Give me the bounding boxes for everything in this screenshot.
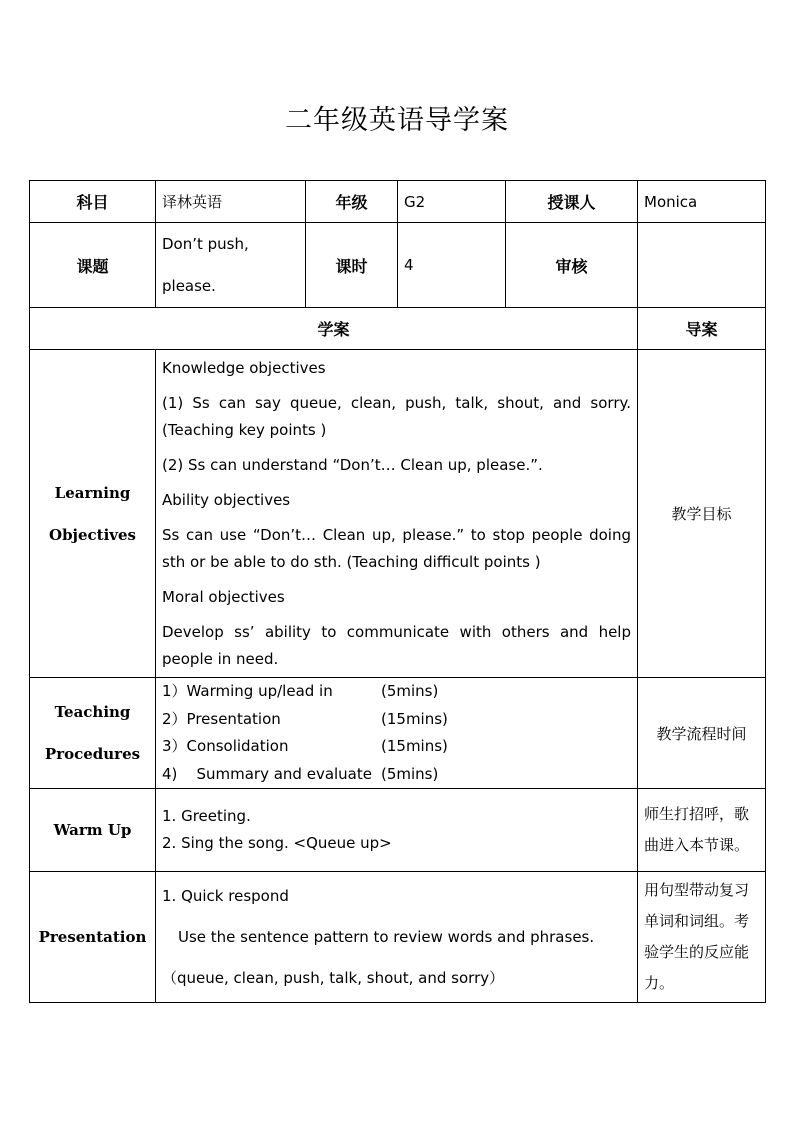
procedure-time: (5mins) (381, 764, 439, 783)
objective-line: Knowledge objectives (162, 358, 326, 377)
section-header-row (30, 308, 766, 350)
presentation-guide-line: 单词和词组。考 (644, 912, 750, 930)
period-label: 课时 (306, 223, 398, 308)
study-header: 学案 (30, 308, 638, 350)
teacher-value: Monica (638, 181, 766, 223)
objective-line: Ability objectives (162, 490, 291, 509)
lesson-plan-table (29, 180, 766, 1003)
grade-value: G2 (398, 181, 506, 223)
objective-line: Develop ss’ ability to communicate with others and help people in need. (162, 622, 631, 668)
objective-line: (2) Ss can understand “Don’t… Clean up, please.”. (162, 455, 543, 474)
review-value (638, 223, 766, 308)
objective-line: (1) Ss can say queue, clean, push, talk, shout, and sorry. (Teaching key points ) (162, 393, 631, 439)
topic-label: 课题 (30, 223, 156, 308)
procedure-step: 3）Consolidation (162, 737, 289, 755)
procedure-step: 1）Warming up/lead in (162, 682, 333, 700)
warmup-content (156, 789, 638, 872)
objectives-label-line-1: Learning (54, 483, 131, 502)
procedures-label-line-1: Teaching (54, 703, 131, 721)
teacher-label: 授课人 (506, 181, 638, 223)
page-title: 二年级英语导学案 (285, 105, 509, 136)
procedure-time: (5mins) (381, 682, 439, 700)
procedure-item (162, 678, 631, 706)
objectives-content (156, 350, 638, 678)
presentation-content (156, 872, 638, 1003)
presentation-guide-line: 用句型带动复习 (644, 881, 750, 899)
warmup-row (30, 789, 766, 872)
warmup-item: 2. Sing the song. <Queue up> (162, 834, 392, 852)
warmup-guide-line-1: 师生打招呼，歌 (644, 805, 750, 823)
procedure-item (162, 761, 631, 789)
presentation-row (30, 872, 766, 1003)
procedure-time: (15mins) (381, 737, 448, 755)
subject-value: 译林英语 (156, 181, 306, 223)
warmup-guide-line-2: 曲进入本节课。 (644, 836, 750, 854)
procedure-step: 4) Summary and evaluate (162, 764, 372, 783)
topic-line-2: please. (162, 277, 216, 295)
warmup-label: Warm Up (30, 789, 156, 872)
objectives-label-line-2: Objectives (49, 525, 136, 544)
objectives-row (30, 350, 766, 678)
topic-value (156, 223, 306, 308)
subject-label: 科目 (30, 181, 156, 223)
presentation-guide-line: 力。 (644, 974, 675, 992)
guide-header: 导案 (638, 308, 766, 350)
topic-line-1: Don’t push, (162, 235, 249, 253)
procedures-guide: 教学流程时间 (638, 678, 766, 789)
presentation-line-2: Use the sentence pattern to review words and phrases. (178, 927, 595, 946)
objectives-guide: 教学目标 (638, 350, 766, 678)
info-row-1 (30, 181, 766, 223)
presentation-line-1: 1. Quick respond (162, 886, 289, 905)
presentation-line-3: （queue, clean, push, talk, shout, and sorry） (162, 968, 505, 987)
procedures-label-line-2: Procedures (44, 745, 141, 763)
warmup-guide (638, 789, 766, 872)
procedure-item (162, 733, 631, 761)
procedure-step: 2）Presentation (162, 709, 281, 728)
objectives-label (30, 350, 156, 678)
presentation-label: Presentation (30, 872, 156, 1003)
procedures-row (30, 678, 766, 789)
objective-line: Ss can use “Don’t… Clean up, please.” to stop people doing sth or be able to do sth. (Teaching difficult points ) (162, 525, 631, 571)
presentation-guide-line: 验学生的反应能 (644, 943, 750, 961)
presentation-guide (638, 872, 766, 1003)
procedures-content (156, 678, 638, 789)
procedure-item (162, 706, 631, 734)
procedure-time: (15mins) (381, 709, 448, 728)
objective-line: Moral objectives (162, 587, 285, 606)
period-value: 4 (398, 223, 506, 308)
procedures-label (30, 678, 156, 789)
info-row-2 (30, 223, 766, 308)
review-label: 审核 (506, 223, 638, 308)
grade-label: 年级 (306, 181, 398, 223)
warmup-item: 1. Greeting. (162, 806, 251, 825)
